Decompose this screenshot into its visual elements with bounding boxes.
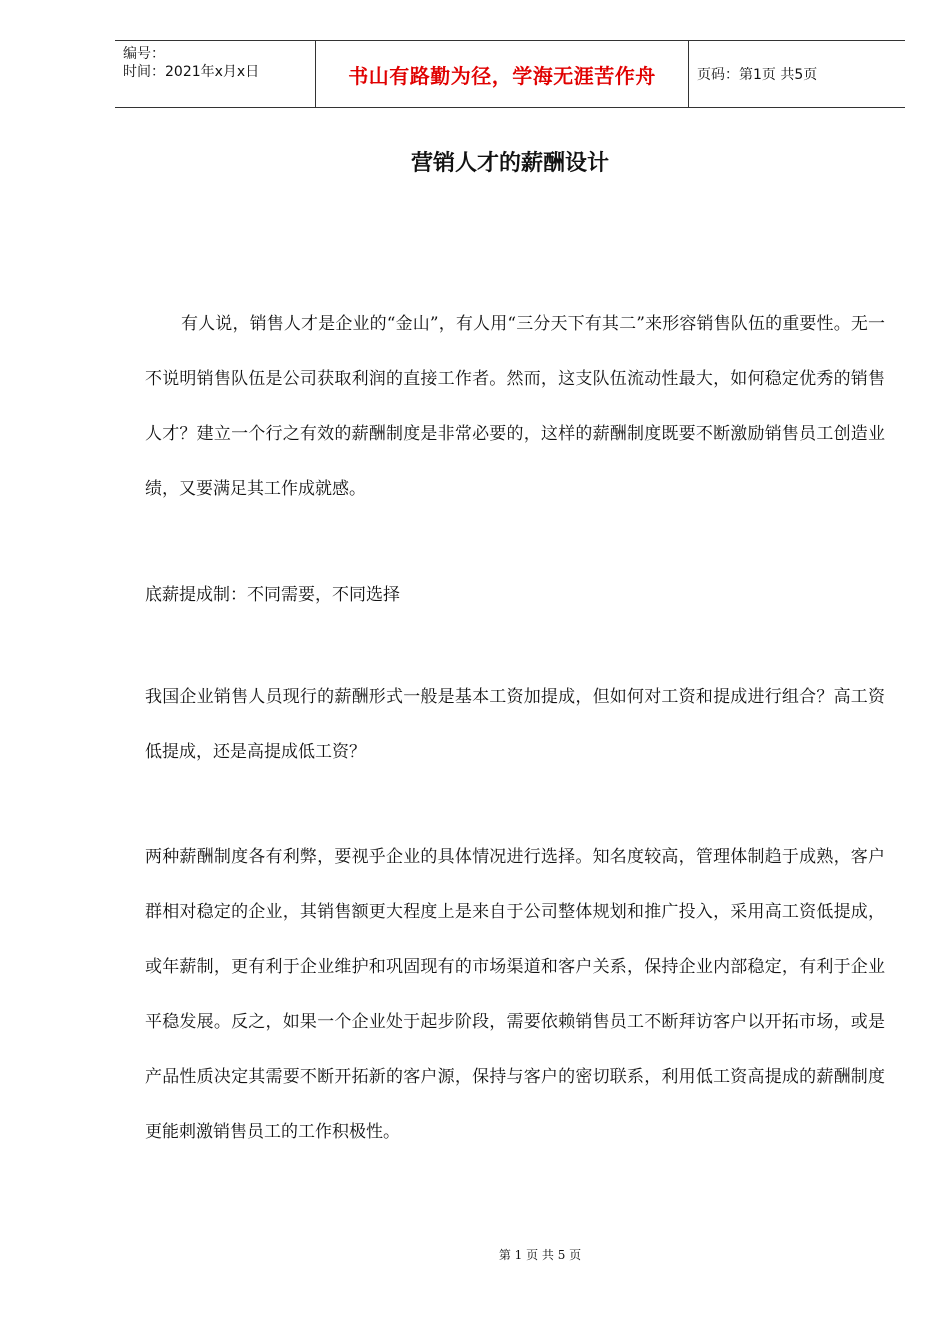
paragraph-intro: 有人说，销售人才是企业的“金山”，有人用“三分天下有其二”来形容销售队伍的重要性。无一不说明销售队伍是公司获取利润的直接工作者。然而，这支队伍流动性最大，如何稳定优秀的销售人才？建立一个行之有效的薪酬制度是非常必要的，这样的薪酬制度既要不断激励销售员工创造业绩，又要满足其工作成就感。: [145, 314, 885, 499]
section-heading: 底薪提成制：不同需要，不同选择: [145, 585, 400, 605]
document-title: 营销人才的薪酬设计: [410, 151, 609, 176]
paragraph-analysis: 两种薪酬制度各有利弊，要视乎企业的具体情况进行选择。知名度较高，管理体制趋于成熟，客户群相对稳定的企业，其销售额更大程度上是来自于公司整体规划和推广投入，采用高工资低提成，或年薪制，更有利于企业维护和巩固现有的市场渠道和客户关系，保持企业内部稳定，有利于企业平稳发展。反之，如果一个企业处于起步阶段，需要依赖销售员工不断拜访客户以开拓市场，或是产品性质决定其需要不断开拓新的客户源，保持与客户的密切联系，利用低工资高提成的薪酬制度更能刺激销售员工的工作积极性。: [145, 847, 885, 1142]
date-label: 时间：2021年x月x日: [123, 64, 260, 80]
serial-number-label: 编号：: [123, 46, 165, 62]
header-page-info: 页码：第1页 共5页: [697, 67, 818, 83]
paragraph-question: 我国企业销售人员现行的薪酬形式一般是基本工资加提成，但如何对工资和提成进行组合？高工资低提成，还是高提成低工资？: [145, 687, 885, 762]
document-header: [115, 40, 905, 108]
header-meta: [115, 41, 315, 107]
header-motto: 书山有路勤为径，学海无涯苦作舟: [315, 41, 689, 107]
page-footer: 第 1 页 共 5 页: [498, 1248, 582, 1262]
